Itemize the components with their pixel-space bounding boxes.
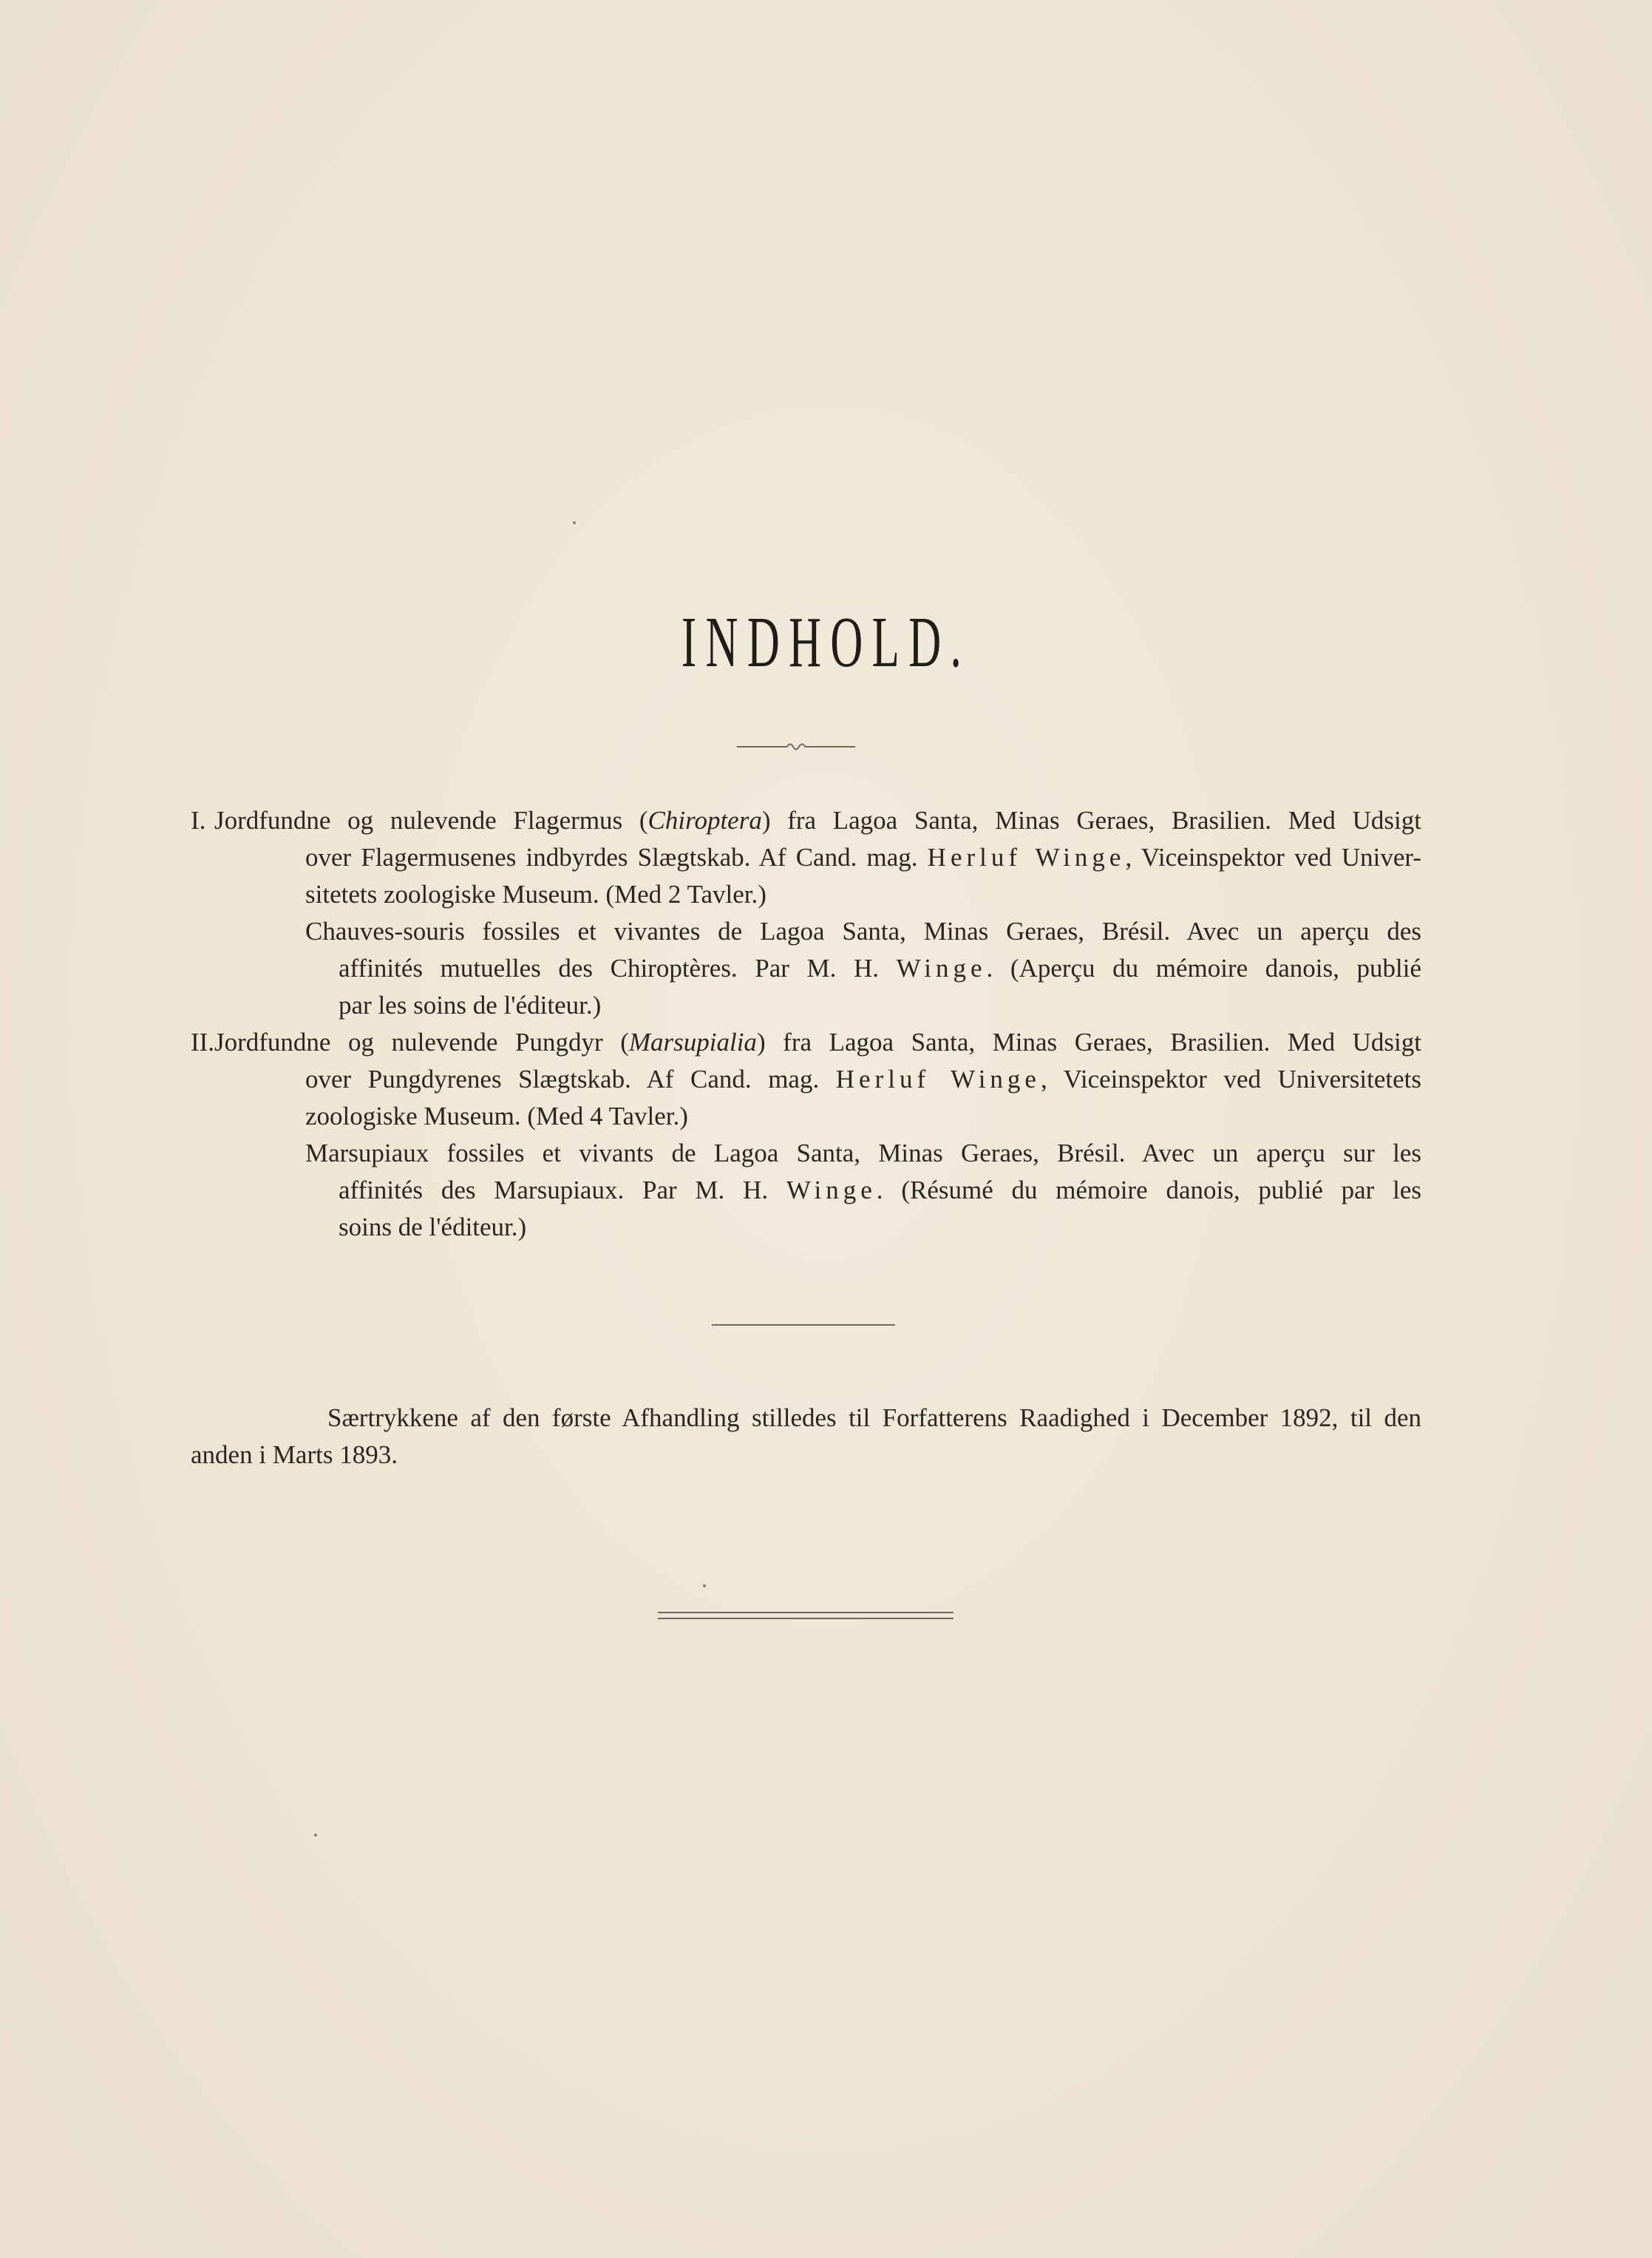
entry-text: , Viceinspektor ved Univer- [1125, 843, 1421, 872]
author-name: Herluf Winge [927, 843, 1126, 872]
entry-text: over Pungdyrenes Slægtskab. Af Cand. mag. [305, 1065, 836, 1094]
entry-text: affinités des Marsupiaux. Par M. H. [339, 1176, 786, 1204]
note-line: anden i Marts 1893. [191, 1440, 398, 1469]
entry-text: Jordfundne og nulevende Flagermus ( [214, 806, 648, 835]
entry-resume-line: Chauves-souris fossiles et vivantes de Lagoa Santa, Minas Geraes, Brésil. Avec un aperçu des [305, 917, 1421, 946]
entry-resume-line: Marsupiaux fossiles et vivants de Lagoa Santa, Minas Geraes, Brésil. Avec un aperçu sur les [305, 1139, 1421, 1167]
taxon-name: Marsupialia [628, 1028, 757, 1057]
closing-double-rule [658, 1612, 954, 1619]
entry-main-line [191, 1024, 1421, 1061]
entry-resume-line: par les soins de l'éditeur.) [339, 991, 602, 1020]
toc-entry-2 [191, 1024, 1421, 1246]
entry-number: II. [191, 1028, 215, 1057]
author-name: Winge [786, 1176, 877, 1204]
entry-text: . (Résumé du mémoire danois, publié par les [876, 1176, 1421, 1204]
toc-entry-1 [191, 802, 1421, 1024]
entry-resume-line [191, 1172, 1421, 1209]
paper-speck [314, 1834, 317, 1837]
entry-text: ) fra Lagoa Santa, Minas Geraes, Brasilien. Med Udsigt [761, 806, 1421, 835]
page-title: INDHOLD. [681, 603, 971, 682]
author-name: Herluf Winge [835, 1065, 1041, 1094]
table-of-contents [191, 802, 1421, 1246]
entry-text: . (Aperçu du mémoire danois, publié [986, 954, 1421, 983]
paper-speck [703, 1584, 706, 1587]
entry-main-line [191, 802, 1421, 839]
entry-text: over Flagermusenes indbyrdes Slægtskab. Af Cand. mag. [305, 843, 928, 872]
paper-speck [573, 521, 576, 524]
entry-main-line: zoologiske Museum. (Med 4 Tavler.) [305, 1102, 688, 1130]
entry-resume-line: soins de l'éditeur.) [339, 1213, 527, 1241]
entry-main-line: sitetets zoologiske Museum. (Med 2 Tavler.) [305, 880, 766, 909]
note-line: Særtrykkene af den første Afhandling stilledes til Forfatterens Raadighed i December 1892, til den [327, 1403, 1421, 1432]
entry-main-line [191, 1061, 1421, 1098]
entry-resume-line [191, 950, 1421, 987]
entry-main-line [191, 839, 1421, 876]
author-name: Winge [896, 954, 987, 983]
section-divider [712, 1324, 895, 1326]
entry-text: affinités mutuelles des Chiroptères. Par M. H. [339, 954, 897, 983]
taxon-name: Chiroptera [647, 806, 762, 835]
entry-number: I. [191, 806, 206, 835]
offprint-note [191, 1400, 1421, 1474]
entry-text: Jordfundne og nulevende Pungdyr ( [214, 1028, 629, 1057]
title-ornament [737, 739, 855, 754]
entry-text: ) fra Lagoa Santa, Minas Geraes, Brasilien. Med Udsigt [756, 1028, 1421, 1057]
entry-text: , Viceinspektor ved Universitetets [1040, 1065, 1421, 1094]
